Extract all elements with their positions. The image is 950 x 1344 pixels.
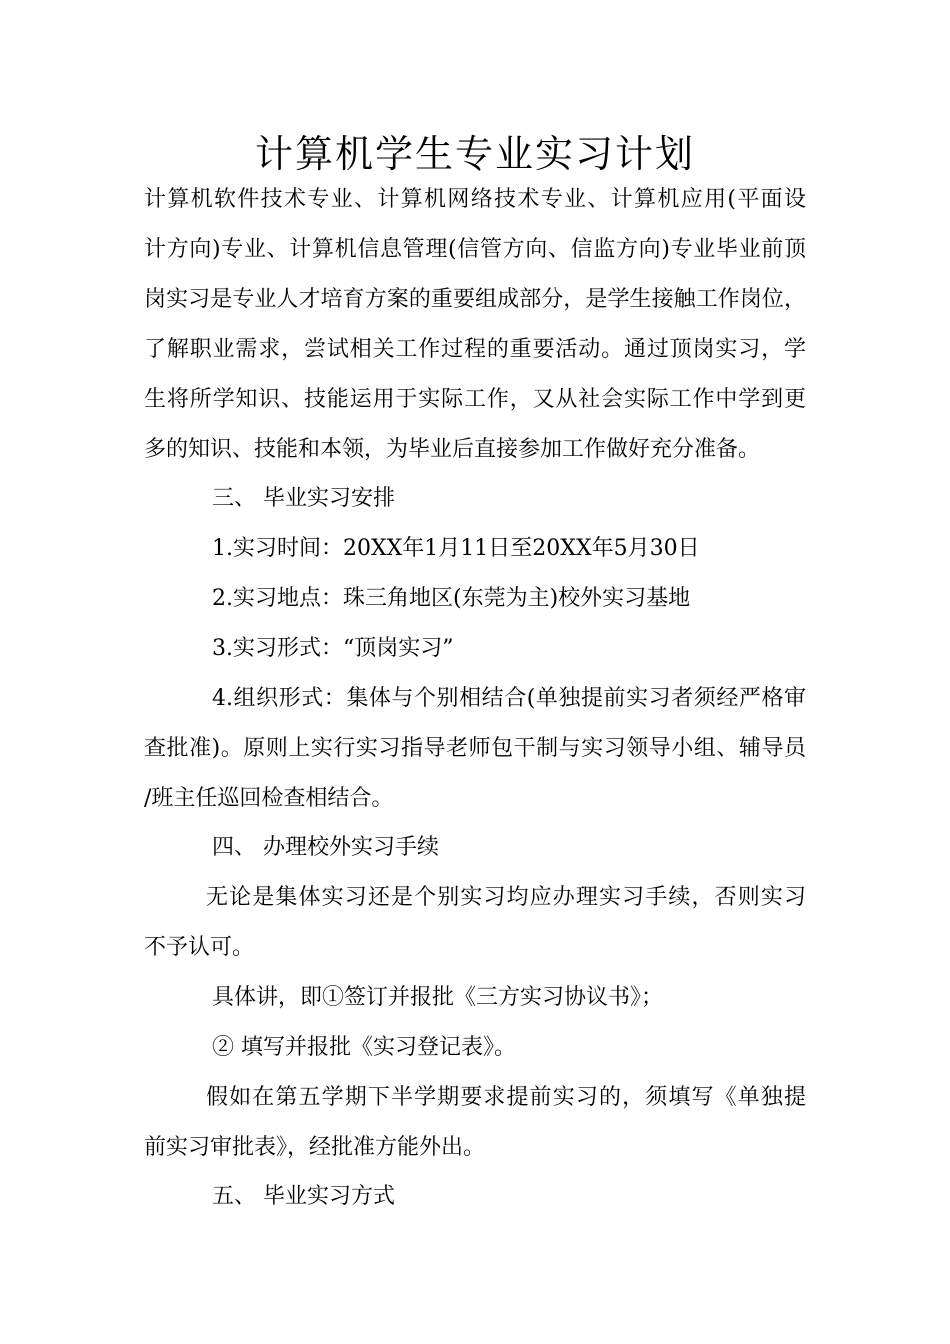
paragraph-line: 前实习审批表》，经批准方能外出。 (144, 1135, 486, 1160)
section-heading: 四、 办理校外实习手续 (212, 835, 439, 860)
paragraph-line: /班主任巡回检查相结合。 (144, 786, 394, 811)
paragraph-line: 计方向)专业、计算机信息管理(信管方向、信监方向)专业毕业前顶 (144, 237, 806, 262)
paragraph-line: 假如在第五学期下半学期要求提前实习的，须填写《单独提 (206, 1085, 806, 1110)
section-heading: 三、 毕业实习安排 (212, 486, 395, 511)
list-item: 1.实习时间：20XX年1月11日至20XX年5月30日 (212, 536, 700, 561)
paragraph-line: 多的知识、技能和本领，为毕业后直接参加工作做好充分准备。 (144, 437, 761, 462)
paragraph-line: ② 填写并报批《实习登记表》。 (212, 1035, 516, 1060)
paragraph-line: 不予认可。 (144, 935, 255, 960)
paragraph-line: 生将所学知识、技能运用于实际工作，又从社会实际工作中学到更 (144, 387, 806, 412)
paragraph-line: 无论是集体实习还是个别实习均应办理实习手续，否则实习 (206, 885, 806, 910)
page-title: 计算机学生专业实习计划 (254, 132, 695, 176)
list-item: 4.组织形式：集体与个别相结合(单独提前实习者须经严格审 (212, 686, 806, 711)
list-item: 2.实习地点：珠三角地区(东莞为主)校外实习基地 (212, 586, 691, 611)
paragraph-line: 查批准)。原则上实行实习指导老师包干制与实习领导小组、辅导员 (144, 736, 806, 761)
paragraph-line: 岗实习是专业人才培育方案的重要组成部分，是学生接触工作岗位， (144, 287, 806, 312)
section-heading: 五、 毕业实习方式 (212, 1184, 395, 1209)
paragraph-line: 具体讲，即①签订并报批《三方实习协议书》； (212, 985, 664, 1010)
list-item: 3.实习形式：“顶岗实习” (212, 636, 454, 661)
paragraph-line: 了解职业需求，尝试相关工作过程的重要活动。通过顶岗实习，学 (144, 337, 806, 362)
paragraph-line: 计算机软件技术专业、计算机网络技术专业、计算机应用(平面设 (144, 187, 806, 212)
